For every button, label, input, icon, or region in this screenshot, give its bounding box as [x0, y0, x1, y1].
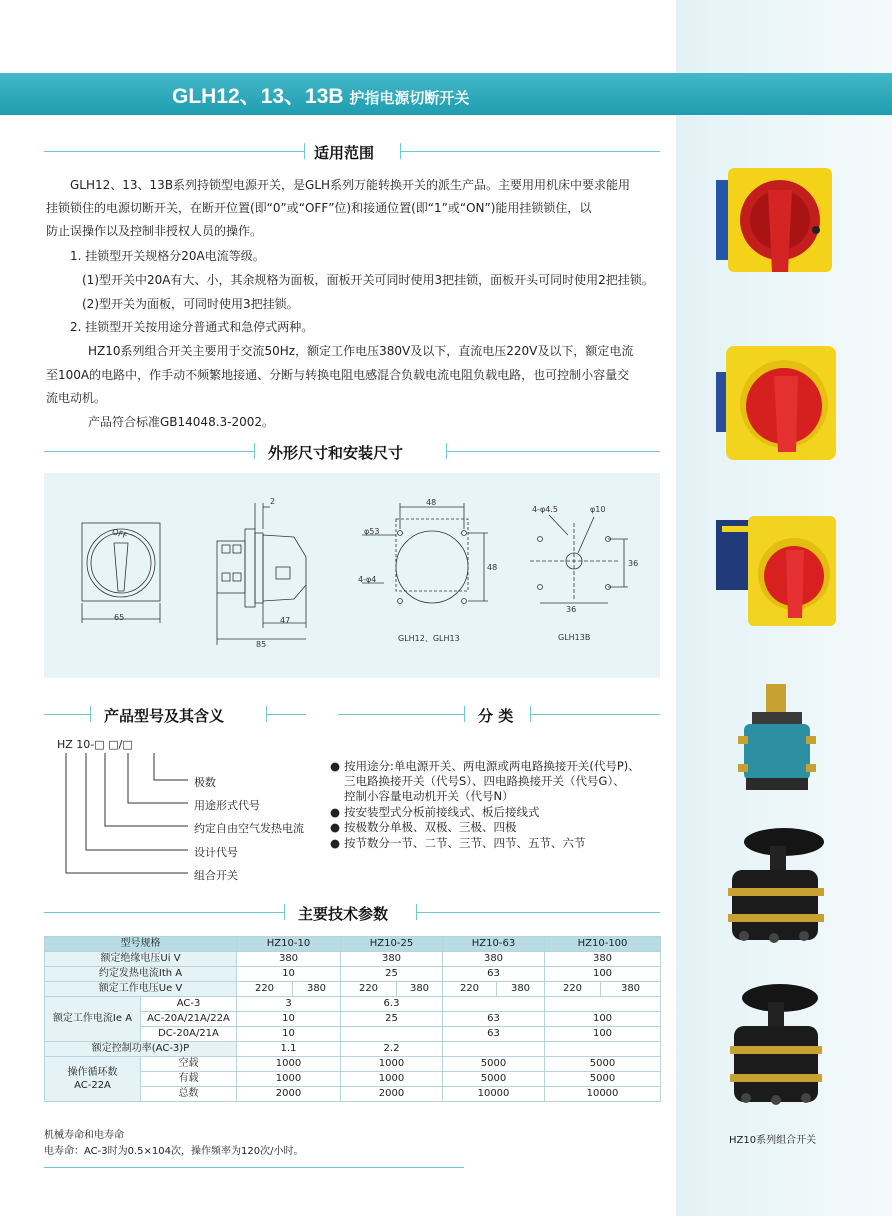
- table-cell: DC-20A/21A: [141, 1027, 237, 1042]
- scope-line: 2. 挂锁型开关按用途分普通式和急停式两种。: [70, 320, 314, 334]
- table-cell: 1000: [237, 1057, 341, 1072]
- table-cell: 100: [545, 967, 661, 982]
- dim-label: φ53: [364, 527, 380, 536]
- classify-text: 按极数分单极、双极、三极、四极: [344, 820, 517, 834]
- table-cell: 220: [237, 982, 293, 997]
- dim-label: 48: [487, 563, 498, 572]
- section-rule-right: [416, 912, 660, 913]
- table-cell: 2.2: [341, 1042, 443, 1057]
- model-meaning: 组合开关: [194, 869, 238, 882]
- hz10-switch-photo-black-2: [724, 980, 828, 1112]
- table-cell: 10000: [545, 1087, 661, 1102]
- dim-label: 2: [270, 497, 276, 506]
- table-cell: 额定控制功率(AC-3)P: [45, 1042, 237, 1057]
- table-cell: 额定工作电流Ie A: [45, 997, 141, 1042]
- cycle-label: 操作循环数: [67, 1067, 118, 1078]
- table-cell: 380: [545, 952, 661, 967]
- model-box: □: [108, 738, 119, 751]
- table-cell: 6.3: [341, 997, 443, 1012]
- section-rule-right: [446, 451, 660, 452]
- dim-label: 48: [426, 498, 437, 507]
- model-meaning: 用途形式代号: [194, 799, 260, 812]
- table-row: [45, 997, 661, 1012]
- model-box: □: [122, 738, 133, 751]
- table-cell: [341, 1027, 443, 1042]
- model-slash: /: [118, 738, 123, 751]
- section-tick: [464, 706, 465, 722]
- table-header: HZ10-10: [237, 937, 341, 952]
- table-cell: 约定发热电流Ith A: [45, 967, 237, 982]
- section-rule-left: [44, 912, 284, 913]
- table-cell: 1000: [341, 1072, 443, 1087]
- table-header: HZ10-25: [341, 937, 443, 952]
- model-box: □: [94, 738, 105, 751]
- table-cell: 100: [545, 1012, 661, 1027]
- table-cell: 63: [443, 1012, 545, 1027]
- table-cell: [545, 997, 661, 1012]
- table-cell: 5000: [443, 1072, 545, 1087]
- classify-text: 控制小容量电动机开关（代号N）: [344, 789, 514, 803]
- table-header: HZ10-100: [545, 937, 661, 952]
- table-cell: 100: [545, 1027, 661, 1042]
- classify-bullet: ●: [330, 805, 341, 819]
- table-cell: 380: [397, 982, 443, 997]
- table-cell: 2000: [341, 1087, 443, 1102]
- scope-line: (1)型开关中20A有大、小，其余规格为面板，面板开关可同时使用3把挂锁，面板开头可同时使用2把挂锁。: [82, 273, 654, 287]
- section-title-specs: 主要技术参数: [298, 905, 389, 923]
- classify-bullet: ●: [330, 836, 341, 850]
- table-cell: 220: [341, 982, 397, 997]
- table-cell: 10000: [443, 1087, 545, 1102]
- scope-line: 产品符合标准GB14048.3-2002。: [88, 415, 275, 429]
- table-cell: 10: [237, 1012, 341, 1027]
- diagram-caption-glh12-13: GLH12、GLH13: [398, 634, 460, 643]
- scope-line: HZ10系列组合开关主要用于交流50Hz，额定工作电压380V及以下，直流电压220V及以下，额定电流: [88, 344, 634, 358]
- classify-text: 三电路换接开关（代号S）、四电路换接开关（代号G）、: [344, 774, 625, 788]
- hz10-switch-photo-teal: [732, 684, 822, 794]
- table-cell: 空载: [141, 1057, 237, 1072]
- section-rule-right: [530, 714, 660, 715]
- dim-label: 36: [566, 605, 577, 614]
- table-cell: 63: [443, 1027, 545, 1042]
- section-rule-left: [338, 714, 464, 715]
- classify-text: 按安装型式分板前接线式、板后接线式: [344, 805, 540, 819]
- cycle-label: AC-22A: [74, 1080, 111, 1091]
- table-cell: 1000: [237, 1072, 341, 1087]
- classify-text: 按用途分:单电源开关、两电源或两电路换接开关(代号P)、: [344, 759, 640, 773]
- table-cell: 5000: [545, 1072, 661, 1087]
- table-cell: 220: [443, 982, 497, 997]
- glh13-switch-photo: [716, 342, 838, 462]
- model-meaning: 设计代号: [194, 846, 238, 859]
- section-title-classify: 分 类: [478, 707, 514, 725]
- section-rule-right: [400, 151, 660, 152]
- table-cell: [443, 997, 545, 1012]
- scope-line: 流电动机。: [46, 391, 107, 405]
- table-cell: 额定绝缘电压Ui V: [45, 952, 237, 967]
- bottom-rule: [44, 1167, 464, 1168]
- note-line: 电寿命：AC-3时为0.5×104次，操作频率为120次/小时。: [44, 1146, 304, 1157]
- table-row: [45, 952, 661, 967]
- dim-label: 85: [256, 640, 267, 649]
- table-cell: 3: [237, 997, 341, 1012]
- scope-line: GLH12、13、13B系列持锁型电源开关，是GLH系列万能转换开关的派生产品。主要用用机床中要求能用: [70, 178, 631, 192]
- table-cell: 25: [341, 967, 443, 982]
- table-row: [45, 1057, 661, 1072]
- model-code-prefix: HZ 10-: [57, 738, 95, 751]
- table-cell: AC-20A/21A/22A: [141, 1012, 237, 1027]
- table-row: [45, 982, 661, 997]
- section-title-scope: 适用范围: [314, 144, 375, 162]
- table-cell: 10: [237, 1027, 341, 1042]
- spec-table: [44, 936, 661, 1102]
- dim-label: 36: [628, 559, 639, 568]
- table-cell: 额定工作电压Ue V: [45, 982, 237, 997]
- table-cell: 380: [293, 982, 341, 997]
- table-cell: AC-3: [141, 997, 237, 1012]
- hz10-switch-photo-black: [724, 826, 828, 952]
- scope-line: 防止误操作以及控制非授权人员的操作。: [46, 224, 263, 238]
- table-header: HZ10-63: [443, 937, 545, 952]
- scope-line: 挂锁锁住的电源切断开关，在断开位置(即“0”或“OFF”位)和接通位置(即“1”或“ON”)能用挂锁锁住，以: [46, 201, 592, 215]
- title-main: GLH12、13、13B: [172, 85, 344, 108]
- table-cell: 380: [601, 982, 661, 997]
- table-cell: 63: [443, 967, 545, 982]
- model-leader-lines: [0, 0, 340, 900]
- model-meaning: 约定自由空气发热电流: [194, 822, 304, 835]
- table-cell: 380: [237, 952, 341, 967]
- section-title-dims: 外形尺寸和安装尺寸: [268, 444, 404, 462]
- table-header: 型号规格: [45, 937, 237, 952]
- section-title-model: 产品型号及其含义: [104, 707, 225, 725]
- classify-bullet: ●: [330, 759, 341, 773]
- classify-text: 按节数分一节、二节、三节、四节、五节、六节: [344, 836, 586, 850]
- table-row: [45, 967, 661, 982]
- table-cell: [443, 1042, 545, 1057]
- table-cell: 25: [341, 1012, 443, 1027]
- scope-line: 至100A的电路中，作手动不频繁地接通、分断与转换电阻电感混合负载电流电阻负载电路，也可控制小容量交: [46, 368, 630, 382]
- table-cell: [545, 1042, 661, 1057]
- off-marking: OFF: [110, 527, 129, 541]
- photo-caption: HZ10系列组合开关: [729, 1135, 817, 1146]
- table-cell: 1000: [341, 1057, 443, 1072]
- dim-label: 65: [114, 613, 125, 622]
- table-cell: 1.1: [237, 1042, 341, 1057]
- scope-line: (2)型开关为面板，可同时使用3把挂锁。: [82, 297, 299, 311]
- table-cell: 5000: [545, 1057, 661, 1072]
- table-cell: 220: [545, 982, 601, 997]
- table-cell: 10: [237, 967, 341, 982]
- glh12-switch-photo: [712, 160, 836, 278]
- dim-label: 47: [280, 616, 291, 625]
- table-cell: 有载: [141, 1072, 237, 1087]
- dim-label: 4-φ4: [358, 575, 377, 584]
- note-line: 机械寿命和电寿命: [44, 1130, 124, 1141]
- table-row: [45, 1042, 661, 1057]
- table-cell: 2000: [237, 1087, 341, 1102]
- diagram-caption-glh13b: GLH13B: [558, 633, 591, 642]
- table-cell: 总数: [141, 1087, 237, 1102]
- dim-label: 4-φ4.5: [532, 505, 558, 514]
- table-cell: 380: [497, 982, 545, 997]
- title-sub: 护指电源切断开关: [349, 90, 470, 107]
- table-row: [45, 937, 661, 952]
- scope-line: 1. 挂锁型开关规格分20A电流等级。: [70, 249, 265, 263]
- dim-label: φ10: [590, 505, 606, 514]
- table-cell: [45, 1057, 141, 1102]
- classify-bullet: ●: [330, 820, 341, 834]
- table-cell: 380: [341, 952, 443, 967]
- glh13b-switch-photo: [712, 506, 838, 630]
- table-cell: 5000: [443, 1057, 545, 1072]
- model-meaning: 极数: [194, 776, 216, 789]
- section-tick: [284, 904, 285, 920]
- table-cell: 380: [443, 952, 545, 967]
